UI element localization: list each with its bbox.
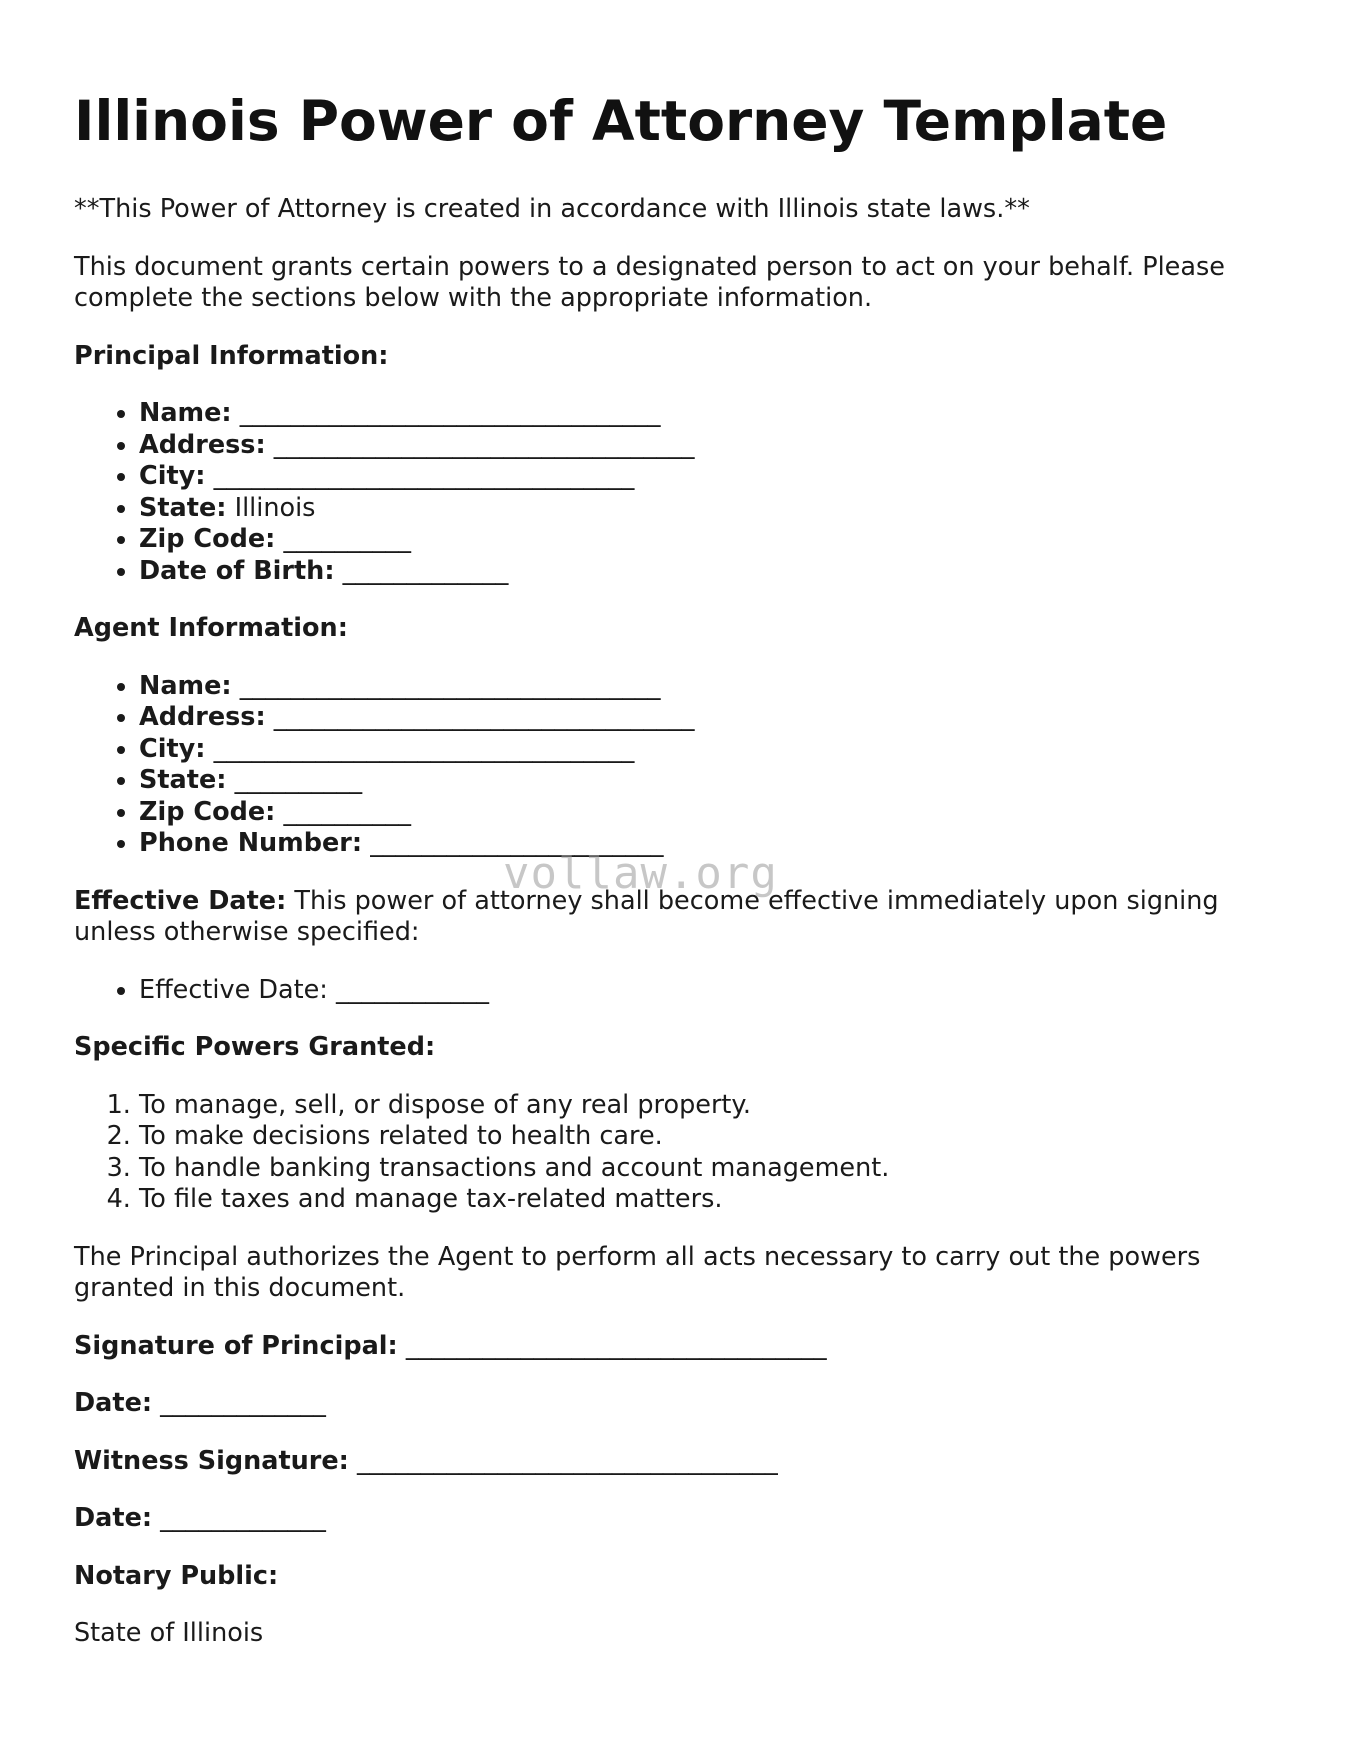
agent-address-field: • Address: _________________________________ bbox=[139, 702, 1284, 734]
principal-city-field: • City: _________________________________ bbox=[139, 461, 1284, 493]
agent-fields bbox=[74, 671, 1284, 860]
principal-date-line: Date: _____________ bbox=[74, 1388, 326, 1418]
effective-date-list bbox=[74, 975, 1284, 1007]
agent-heading: Agent Information: bbox=[74, 613, 348, 643]
watermark: vollaw.org bbox=[503, 848, 778, 899]
principal-heading: Principal Information: bbox=[74, 340, 389, 371]
principal-zip-field: • Zip Code: __________ bbox=[139, 524, 1284, 556]
principal-address-field: • Address: _________________________________ bbox=[139, 430, 1284, 462]
principal-state-field: • State: Illinois bbox=[139, 493, 1284, 525]
principal-fields bbox=[74, 398, 1284, 587]
document-title: Illinois Power of Attorney Template bbox=[74, 89, 1168, 153]
agent-state-field: • State: __________ bbox=[139, 765, 1284, 797]
agent-name-field: • Name: _________________________________ bbox=[139, 671, 1284, 703]
power-item: 3. To handle banking transactions and account management. bbox=[139, 1153, 1284, 1185]
agent-phone-field: • Phone Number: _______________________ bbox=[139, 828, 1284, 860]
effective-date-field: • Effective Date: ____________ bbox=[139, 975, 1284, 1007]
intro-paragraph: This document grants certain powers to a designated person to act on your behalf. Please complete the sections below with the appropriate information. bbox=[74, 251, 1225, 313]
powers-heading: Specific Powers Granted: bbox=[74, 1032, 436, 1062]
power-item: 4. To file taxes and manage tax-related matters. bbox=[139, 1184, 1284, 1216]
legal-note: **This Power of Attorney is created in accordance with Illinois state laws.** bbox=[74, 194, 1030, 224]
principal-signature-line: Signature of Principal: _________________________________ bbox=[74, 1330, 827, 1361]
power-item: 1. To manage, sell, or dispose of any real property. bbox=[139, 1090, 1284, 1122]
witness-signature-line: Witness Signature: _________________________________ bbox=[74, 1445, 778, 1476]
notary-state: State of Illinois bbox=[74, 1618, 264, 1648]
notary-heading: Notary Public: bbox=[74, 1560, 279, 1591]
authorization-paragraph: The Principal authorizes the Agent to perform all acts necessary to carry out the powers granted in this document. bbox=[74, 1241, 1201, 1303]
principal-dob-field: • Date of Birth: _____________ bbox=[139, 556, 1284, 588]
agent-zip-field: • Zip Code: __________ bbox=[139, 797, 1284, 829]
witness-date-line: Date: _____________ bbox=[74, 1503, 326, 1533]
powers-list bbox=[74, 1090, 1284, 1216]
power-item: 2. To make decisions related to health care. bbox=[139, 1121, 1284, 1153]
agent-city-field: • City: _________________________________ bbox=[139, 734, 1284, 766]
principal-name-field: • Name: _________________________________ bbox=[139, 398, 1284, 430]
effective-date-paragraph: Effective Date: This power of attorney shall become effective immediately upon signing unless otherwise specified: bbox=[74, 885, 1219, 947]
